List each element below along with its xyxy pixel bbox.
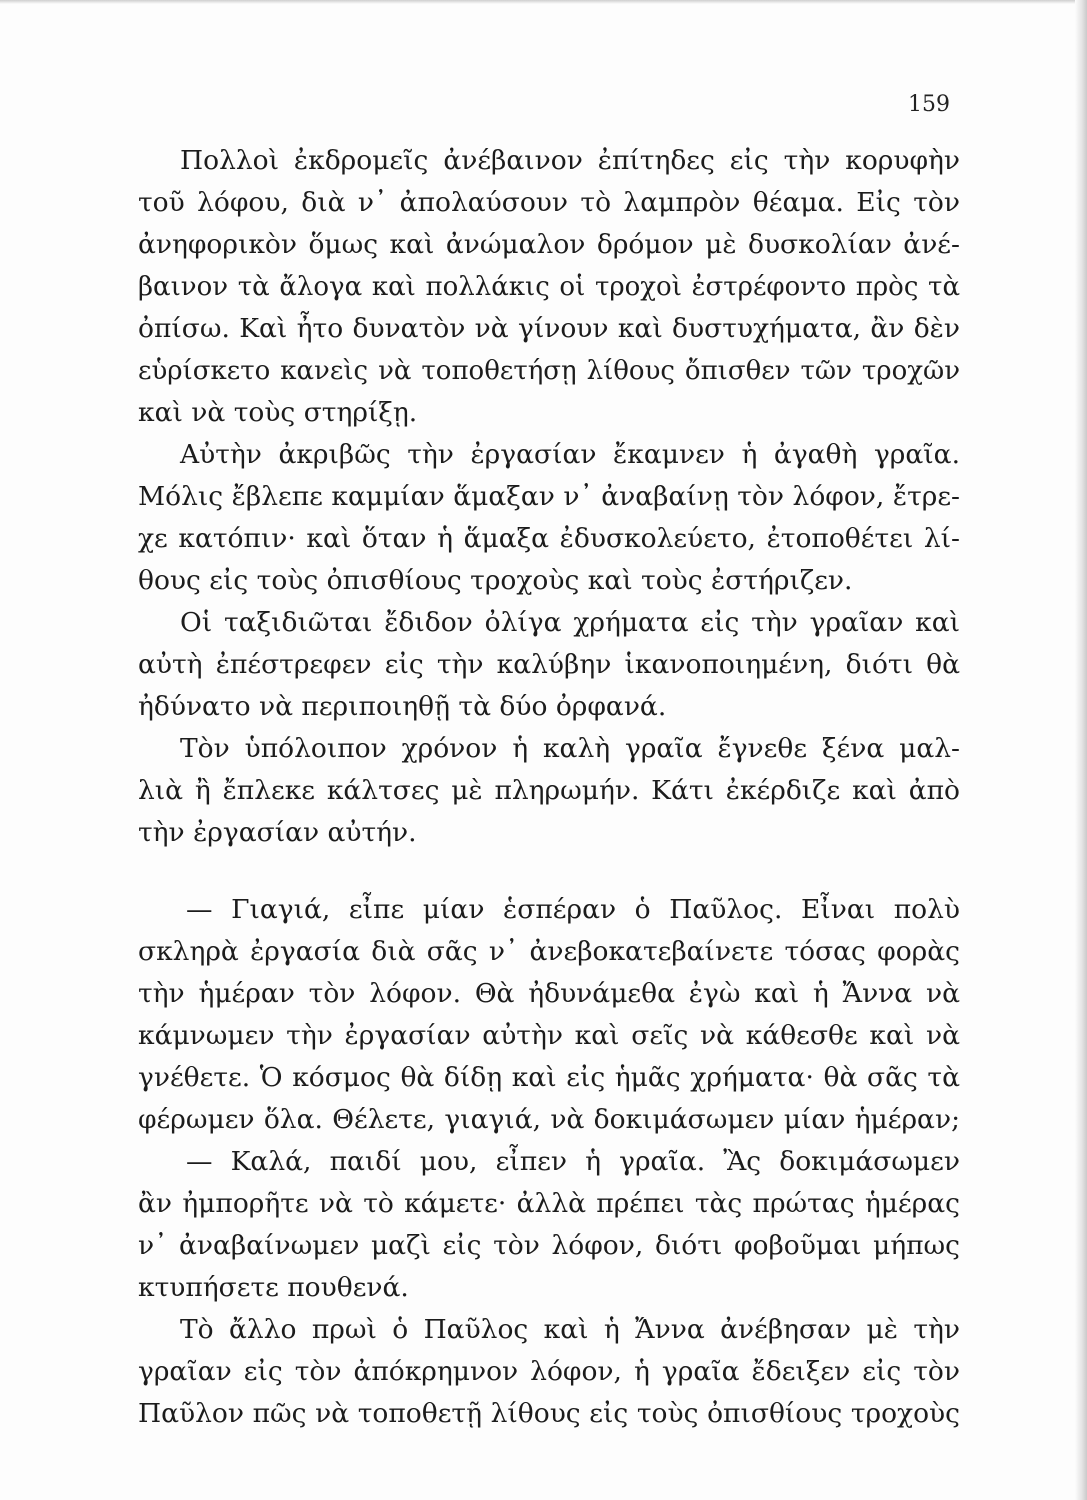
text-line: γραῖαν εἰς τὸν ἀπόκρημνον λόφον, ἡ γραῖα ἔδειξεν εἰς τὸν	[138, 1356, 960, 1387]
text-line: φέρωμεν ὅλα. Θέλετε, γιαγιά, νὰ δοκιμάσωμεν μίαν ἡμέραν;	[138, 1104, 960, 1135]
text-line: Πολλοὶ ἐκδρομεῖς ἀνέβαινον ἐπίτηδες εἰς τὴν κορυφὴν	[180, 145, 960, 176]
text-line: τοῦ λόφου, διὰ ν᾿ ἀπολαύσουν τὸ λαμπρὸν θέαμα. Εἰς τὸν	[138, 187, 960, 218]
section-gap	[138, 854, 960, 889]
text-line: — Γιαγιά, εἶπε μίαν ἑσπέραν ὁ Παῦλος. Εἶναι πολὺ	[186, 894, 960, 925]
text-line: Αὐτὴν ἀκριβῶς τὴν ἐργασίαν ἔκαμνεν ἡ ἀγαθὴ γραῖα.	[180, 439, 960, 470]
text-line: κάμνωμεν τὴν ἐργασίαν αὐτὴν καὶ σεῖς νὰ κάθεσθε καὶ νὰ	[138, 1020, 960, 1051]
text-line: τὴν ἡμέραν τὸν λόφον. Θὰ ἠδυνάμεθα ἐγὼ καὶ ἡ Ἄννα νὰ	[138, 978, 960, 1009]
text-line: σκληρὰ ἐργασία διὰ σᾶς ν᾿ ἀνεβοκατεβαίνετε τόσας φορὰς	[138, 936, 960, 967]
text-line: Οἱ ταξιδιῶται ἔδιδον ὀλίγα χρήματα εἰς τὴν γραῖαν καὶ	[180, 607, 960, 638]
text-line: ἂν ἠμπορῆτε νὰ τὸ κάμετε· ἀλλὰ πρέπει τὰς πρώτας ἡμέρας	[138, 1188, 960, 1219]
text-line: χε κατόπιν· καὶ ὅταν ἡ ἅμαξα ἐδυσκολεύετο, ἐτοποθέτει λί-	[138, 523, 960, 554]
text-line: ν᾿ ἀναβαίνωμεν μαζὶ εἰς τὸν λόφον, διότι φοβοῦμαι μήπως	[138, 1230, 960, 1261]
text-line: γνέθετε. Ὁ κόσμος θὰ δίδῃ καὶ εἰς ἡμᾶς χρήματα· θὰ σᾶς τὰ	[138, 1062, 960, 1093]
text-line: ὀπίσω. Καὶ ἦτο δυνατὸν νὰ γίνουν καὶ δυστυχήματα, ἂν δὲν	[138, 313, 960, 344]
text-line: — Καλά, παιδί μου, εἶπεν ἡ γραῖα. Ἂς δοκιμάσωμεν	[186, 1146, 960, 1177]
page-right-edge	[1075, 0, 1087, 1500]
text-line: Μόλις ἔβλεπε καμμίαν ἅμαξαν ν᾿ ἀναβαίνῃ τὸν λόφον, ἔτρε-	[138, 481, 960, 512]
text-line: θους εἰς τοὺς ὀπισθίους τροχοὺς καὶ τοὺς ἐστήριζεν.	[138, 565, 853, 596]
text-line: κτυπήσετε πουθενά.	[138, 1272, 409, 1303]
page-number: 159	[908, 92, 950, 117]
text-line: Τὸν ὑπόλοιπον χρόνον ἡ καλὴ γραῖα ἔγνεθε ξένα μαλ-	[180, 733, 960, 764]
text-line: βαινον τὰ ἄλογα καὶ πολλάκις οἱ τροχοὶ ἐστρέφοντο πρὸς τὰ	[138, 272, 960, 302]
text-line: ἠδύνατο νὰ περιποιηθῇ τὰ δύο ὀρφανά.	[138, 691, 667, 722]
text-line: τὴν ἐργασίαν αὐτήν.	[138, 817, 417, 848]
text-line: Παῦλον πῶς νὰ τοποθετῇ λίθους εἰς τοὺς ὀπισθίους τροχοὺς	[138, 1398, 960, 1429]
text-line: λιὰ ἢ ἔπλεκε κάλτσες μὲ πληρωμήν. Κάτι ἐκέρδιζε καὶ ἀπὸ	[138, 775, 960, 806]
text-line: καὶ νὰ τοὺς στηρίξῃ.	[138, 397, 418, 428]
text-line: εὑρίσκετο κανεὶς νὰ τοποθετήσῃ λίθους ὄπισθεν τῶν τροχῶν	[138, 356, 960, 386]
page-top-edge	[0, 0, 1087, 4]
body-text	[138, 140, 960, 1435]
text-line: ἀνηφορικὸν ὅμως καὶ ἀνώμαλον δρόμον μὲ δυσκολίαν ἀνέ-	[138, 229, 960, 260]
text-line: Τὸ ἄλλο πρωὶ ὁ Παῦλος καὶ ἡ Ἄννα ἀνέβησαν μὲ τὴν	[180, 1314, 960, 1345]
text-line: αὐτὴ ἐπέστρεφεν εἰς τὴν καλύβην ἱκανοποιημένη, διότι θὰ	[138, 649, 960, 680]
